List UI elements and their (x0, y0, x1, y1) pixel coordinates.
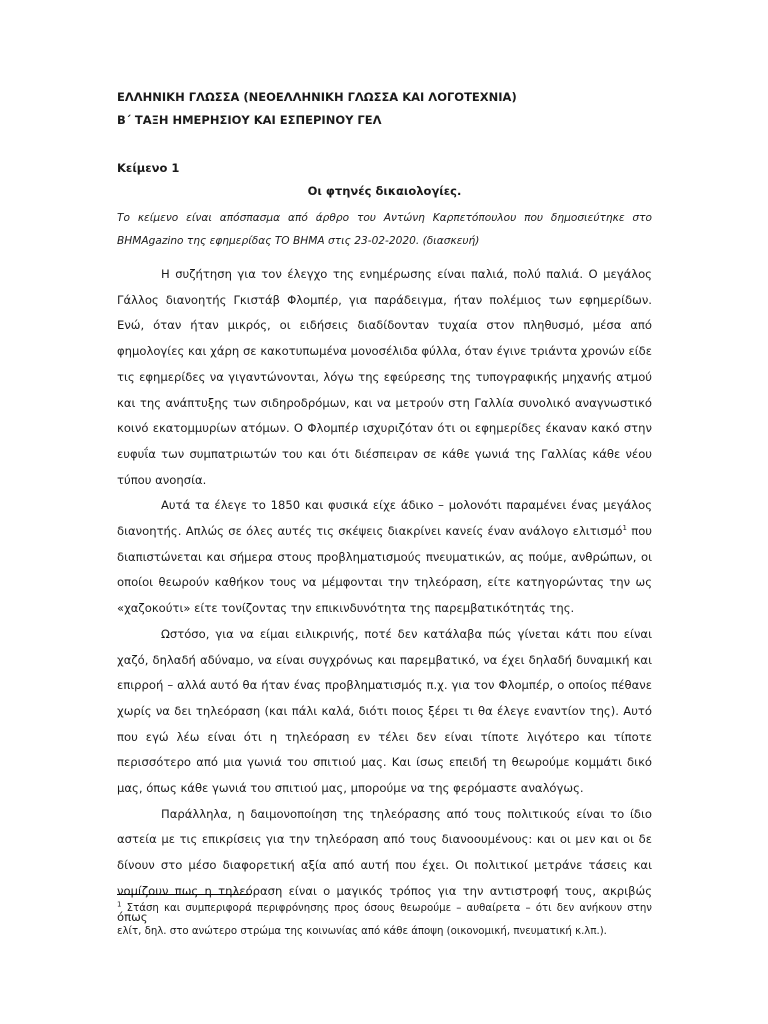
article-body (117, 262, 652, 930)
footnote-text: Στάση και συμπεριφορά περιφρόνησης προς όσους θεωρούμε – αυθαίρετα – ότι δεν ανήκουν στην ελίτ, δηλ. στο ανώτερο στρώμα της κοινωνίας από κάθε άποψη (οικονομική, πνευματική κ.λπ.). (117, 903, 652, 937)
source-note: Το κείμενο είναι απόσπασμα από άρθρο του Αντώνη Καρπετόπουλου που δημοσιεύτηκε στο BHMAgazino της εφημερίδας ΤΟ ΒΗΜΑ στις 23-02-2020. (διασκευή) (117, 212, 652, 247)
subject-heading: ΕΛΛΗΝΙΚΗ ΓΛΩΣΣΑ (ΝΕΟΕΛΛΗΝΙΚΗ ΓΛΩΣΣΑ ΚΑΙ ΛΟΓΟΤΕΧΝΙΑ) (117, 90, 517, 104)
paragraph-2 (117, 493, 652, 622)
footnote-reference: 1 (622, 524, 627, 533)
paragraph-3: Ωστόσο, για να είμαι ειλικρινής, ποτέ δεν κατάλαβα πώς γίνεται κάτι που είναι χαζό, δηλαδή αδύναμο, να είναι συγχρόνως και παρεμβατικό, να έχει δηλαδή δυναμική και επιρροή – αλλά αυτό θα ήταν ένας προβληματισμός π.χ. για τον Φλομπέρ, ο οποίος πέθανε χωρίς να δει τηλεόραση (και πάλι καλά, διότι ποιος ξέρει τι θα έλεγε εναντίον της). Αυτό που εγώ λέω είναι ότι η τηλεόραση εν τέλει δεν είναι τίποτε λιγότερο και τίποτε περισσότερο από μια γωνιά του σπιτιού μας. Και ίσως επειδή τη θεωρούμε κομμάτι δικό μας, όπως κάθε γωνιά του σπιτιού μας, μπορούμε να της φερόμαστε αναλόγως. (117, 626, 652, 796)
footnote (117, 898, 652, 943)
article-title: Οι φτηνές δικαιολογίες. (307, 184, 462, 198)
paragraph-2-end: που διαπιστώνεται και σήμερα στους προβληματισμούς πνευματικών, ας πούμε, ανθρώπων, οι οποίοι θεωρούν καθήκον τους να μέμφονται την τηλεόραση, είτε κατηγορώντας την ως «χαζοκούτι» είτε τονίζοντας την επικινδυνότητα της παρεμβατικότητάς της. (117, 524, 652, 616)
class-heading: Β΄ ΤΑΞΗ ΗΜΕΡΗΣΙΟΥ ΚΑΙ ΕΣΠΕΡΙΝΟΥ ΓΕΛ (117, 113, 382, 127)
paragraph-1: Η συζήτηση για τον έλεγχο της ενημέρωσης είναι παλιά, πολύ παλιά. Ο μεγάλος Γάλλος διανοητής Γκιστάβ Φλομπέρ, για παράδειγμα, ήταν πολέμιος των εφημερίδων. Ενώ, όταν ήταν μικρός, οι ειδήσεις διαδίδονταν τυχαία στον πληθυσμό, μέσα από φημολογίες και χάρη σε κακοτυπωμένα μονοσέλιδα φύλλα, όταν έγινε τριάντα χρονών είδε τις εφημερίδες να γιγαντώνονται, λόγω της εφεύρεσης της τυπογραφικής μηχανής ατμού και της ανάπτυξης των σιδηροδρόμων, και να μετρούν στη Γαλλία συνολικό αναγνωστικό κοινό εκατομμυρίων ατόμων. Ο Φλομπέρ ισχυριζόταν ότι οι εφημερίδες έκαναν κακό στην ευφυΐα των συμπατριωτών του και ότι διέσπειραν σε κάθε γωνιά της Γαλλίας κάθε νέου τύπου ανοησία. (117, 267, 652, 487)
text-label: Κείμενο 1 (117, 161, 180, 175)
paragraph-2-start: Αυτά τα έλεγε το 1850 και φυσικά είχε άδικο – μολονότι παραμένει ένας μεγάλος διανοητής. Απλώς σε όλες αυτές τις σκέψεις διακρίνει κανείς έναν ανάλογο ελιτισμό (117, 498, 652, 539)
paragraph-4: Παράλληλα, η δαιμονοποίηση της τηλεόρασης από τους πολιτικούς είναι το ίδιο αστεία με τις επικρίσεις για την τηλεόραση από τους διανοουμένους: και οι μεν και οι δε δίνουν στο μέσο διαφορετική αξία από αυτή που έχει. Οι πολιτικοί μετράνε τάσεις και νομίζουν πως η τηλεόραση είναι ο μαγικός τρόπος για την αντιστροφή τους, ακριβώς όπως (117, 806, 652, 924)
footnote-marker: 1 (117, 900, 122, 909)
footnote-separator (117, 894, 251, 895)
